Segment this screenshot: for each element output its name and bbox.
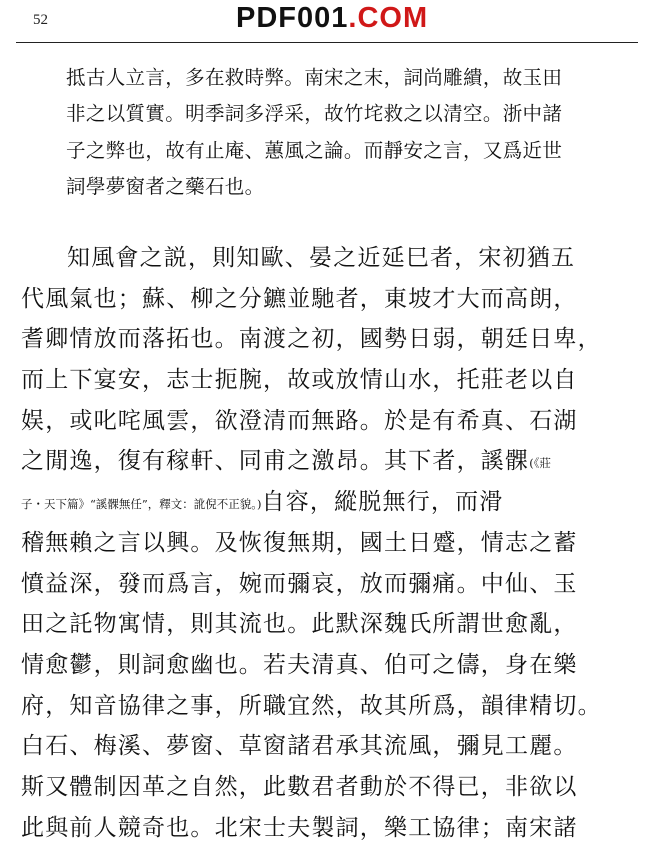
- body-line: 田之託物寓情，則其流也。此默深魏氏所謂世愈亂，: [21, 611, 578, 638]
- logo-suffix: COM: [357, 2, 429, 34]
- body-line: 稽無賴之言以興。及恢復無期，國土日蹙，情志之蓄: [21, 529, 578, 556]
- body-line: 娱，或叱咤風雲，欲澄清而無路。於是有希真、石湖: [21, 407, 578, 434]
- inline-annotation: (《莊: [529, 456, 551, 471]
- body-line: 知風會之説，則知歐、晏之近延巳者，宋初猶五: [67, 245, 576, 271]
- body-text: 之閒逸，復有稼軒、同甫之激昂。其下者，謑髁: [21, 448, 530, 475]
- body-line: 憤益深，發而爲言，婉而彌哀，放而彌痛。中仙、玉: [21, 570, 578, 597]
- quote-line: 子之弊也，故有止庵、蕙風之論。而靜安之言，又爲近世: [66, 138, 563, 162]
- page-header: [0, 0, 650, 44]
- body-line: 情愈鬱，則詞愈幽也。若夫清真、伯可之儔，身在樂: [21, 651, 578, 678]
- watermark-logo: [236, 2, 428, 35]
- body-line: 斯又體制因革之自然，此數君者動於不得已，非欲以: [21, 773, 578, 800]
- body-text: 自容，縱脱無行，而滑: [261, 489, 504, 516]
- quote-block: [66, 60, 638, 206]
- body-line: 白石、梅溪、夢窗、草窗諸君承其流風，彌見工麗。: [21, 733, 578, 760]
- quote-line: 非之以質實。明季詞多浮采，故竹垞救之以清空。浙中諸: [66, 102, 563, 126]
- body-line: 此與前人競奇也。北宋士夫製詞，樂工協律；南宋諸: [21, 814, 578, 841]
- body-line: 耆卿情放而落拓也。南渡之初，國勢日弱，朝廷日卑，: [21, 326, 602, 353]
- quote-line: 詞學夢窗者之藥石也。: [66, 175, 265, 199]
- body-line: 府，知音協律之事，所職宜然，故其所爲，韻律精切。: [21, 692, 602, 719]
- quote-line: 抵古人立言，多在救時弊。南宋之末，詞尚雕繢，故玉田: [66, 66, 563, 89]
- body-line: [21, 441, 641, 482]
- body-line: 而上下宴安，志士扼腕，故或放情山水，托莊老以自: [21, 367, 578, 394]
- body-line: [21, 482, 641, 523]
- logo-dot: .: [348, 2, 358, 34]
- page-number: 52: [33, 12, 48, 28]
- logo-prefix: PDF001: [236, 2, 349, 34]
- body-paragraph: [21, 238, 641, 848]
- inline-annotation: 子・天下篇》“謑髁無任”，釋文：訛倪不正貌。): [21, 497, 262, 512]
- header-rule: [16, 42, 638, 43]
- body-line: 代風氣也；蘇、柳之分鑣並馳者，東坡才大而高朗，: [21, 285, 578, 312]
